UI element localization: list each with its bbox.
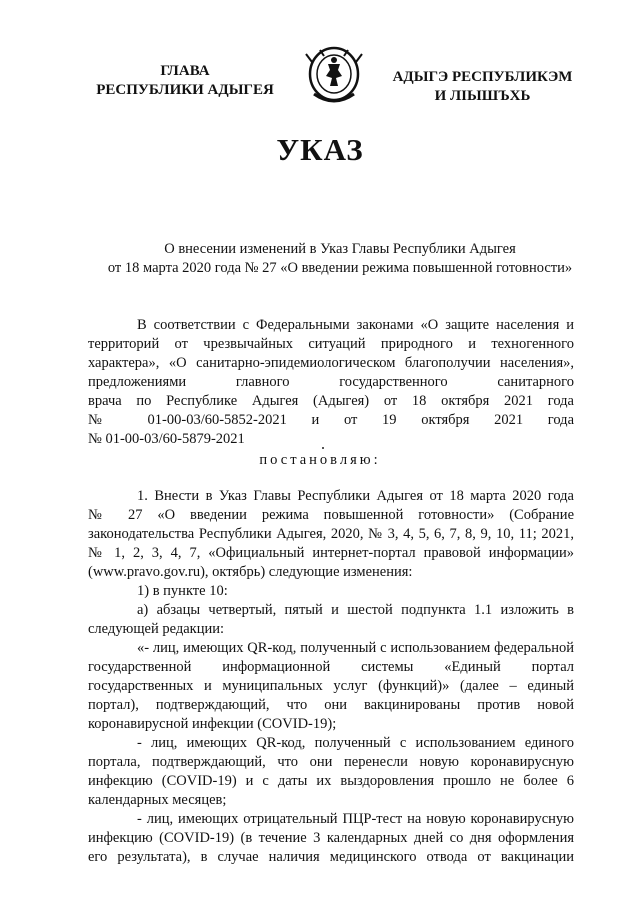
issuer-line-1: ГЛАВА [160,63,210,79]
body-line: - лиц, имеющих QR-код, полученный с использованием единого [137,735,574,751]
preamble-line: предложениями главного государственного санитарного [88,374,574,390]
issuer-adyghe-line-1: АДЫГЭ РЕСПУБЛИКЭМ [392,69,573,85]
preamble-line: врача по Республике Адыгея (Адыгея) от 18 октября 2021 года [88,393,574,409]
document-subject [70,240,610,278]
body-line: 1) в пункте 10: [137,583,228,599]
body-line: 1. Внести в Указ Главы Республики Адыгея от 18 марта 2020 года [137,488,574,504]
preamble-line: характера», «О санитарно-эпидемиологическом благополучии населения», [88,355,574,371]
body-line: - лиц, имеющих отрицательный ПЦР-тест на новую коронавирусную [137,811,574,827]
scan-speck [322,447,324,449]
body-line: законодательства Республики Адыгея, 2020, № 3, 4, 5, 6, 7, 8, 9, 10, 11; 2021, [88,526,574,542]
body-line: портал), подтверждающий, что они вакцинированы против новой [88,697,574,713]
body-line: следующей редакции: [88,621,225,637]
body-line: № 27 «О введении режима повышенной готовности» (Собрание [88,507,574,523]
body-line: календарных месяцев; [88,792,227,808]
issuer-title-adyghe [385,68,580,106]
preamble-line: № 01-00-03/60-5879-2021 [88,431,245,447]
body-line: портала, подтверждающий, что они перенесли новую коронавирусную [88,754,574,770]
preamble-line: № 01-00-03/60-5852-2021 и от 19 октября 2021 года [88,412,574,428]
preamble-line: В соответствии с Федеральными законами «О защите населения и [137,317,574,333]
preamble-line: территорий от чрезвычайных ситуаций природного и техногенного [88,336,574,352]
body-line: № 1, 2, 3, 4, 7, «Официальный интернет-портал правовой информации» [88,545,574,561]
body-line: государственной информационной системы «Единый портал [88,659,574,675]
body-line: коронавирусной инфекции (COVID-19); [88,716,337,732]
decree-word: постановляю: [259,452,381,468]
coat-of-arms-icon [300,44,368,108]
subject-line-1: О внесении изменений в Указ Главы Республики Адыгея [164,241,516,257]
body-line: государственных и муниципальных услуг (функций)» (далее – единый [88,678,574,694]
body-line: а) абзацы четвертый, пятый и шестой подпункта 1.1 изложить в [137,602,574,618]
body-line: инфекцию (COVID-19) (в течение 3 календарных дней со дня оформления [88,830,574,846]
document-title: УКАЗ [276,132,364,167]
body-line: инфекцию (COVID-19) и с даты их выздоровления прошло не более 6 [88,773,574,789]
subject-line-2: от 18 марта 2020 года № 27 «О введении режима повышенной готовности» [107,260,573,276]
body-line: «- лиц, имеющих QR-код, полученный с использованием федеральной [137,640,574,656]
body-line: его результата), в случае наличия медицинского отвода от вакцинации [88,849,574,865]
issuer-line-2: РЕСПУБЛИКИ АДЫГЕЯ [96,82,274,98]
body-line: (www.pravo.gov.ru), октябрь) следующие изменения: [88,564,413,580]
issuer-adyghe-line-2: И ЛІЫШЪХЬ [434,88,531,104]
issuer-title-russian [95,62,275,100]
